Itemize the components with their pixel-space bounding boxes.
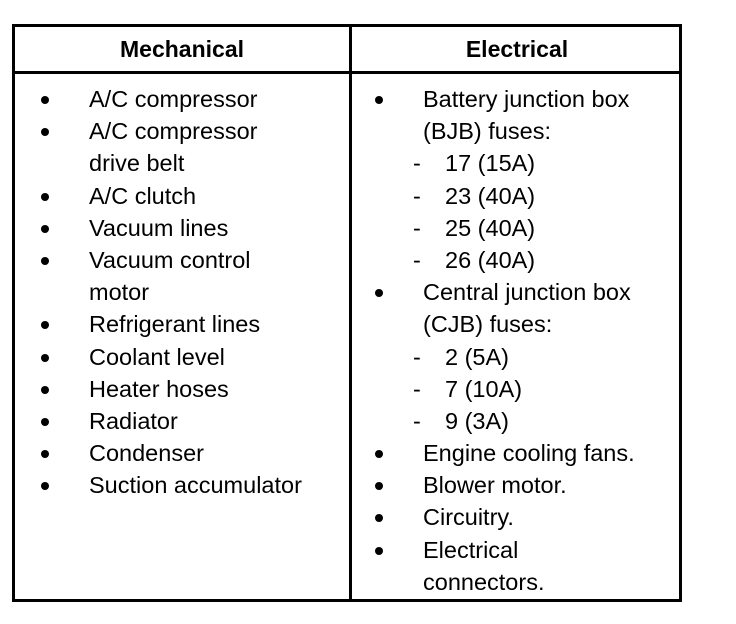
bullet-icon <box>41 128 49 136</box>
fuse-item-text: 23 (40A) <box>445 182 536 209</box>
list-item <box>27 147 345 179</box>
list-item <box>27 180 345 212</box>
list-item <box>361 147 679 179</box>
item-text: A/C clutch <box>89 182 197 209</box>
list-item <box>27 308 345 340</box>
item-text: Refrigerant lines <box>89 311 261 338</box>
list-item <box>361 437 679 469</box>
fuse-item-text: 26 (40A) <box>445 246 536 273</box>
dash-marker: - <box>413 375 421 402</box>
list-item <box>361 341 679 373</box>
bullet-icon <box>375 96 383 104</box>
list-item <box>27 437 345 469</box>
fuse-item-text: 7 (10A) <box>445 375 523 402</box>
item-text: Electrical <box>423 536 519 563</box>
item-text: A/C compressor <box>89 86 258 112</box>
bullet-icon <box>375 514 383 522</box>
diagnosis-table <box>12 24 682 602</box>
list-item <box>361 212 679 244</box>
list-item <box>27 244 345 276</box>
list-item <box>361 405 679 437</box>
dash-marker: - <box>413 343 421 370</box>
dash-marker: - <box>413 182 421 209</box>
item-text: A/C compressor <box>89 118 258 145</box>
bullet-icon <box>375 450 383 458</box>
item-text-continued: motor <box>89 279 150 306</box>
list-item <box>361 534 679 566</box>
bullet-icon <box>41 321 49 329</box>
list-item <box>361 566 679 598</box>
mechanical-list <box>27 83 345 501</box>
bullet-icon <box>41 386 49 394</box>
item-text: Coolant level <box>89 343 225 370</box>
item-text-continued: connectors. <box>423 568 545 595</box>
item-text-continued: (CJB) fuses: <box>423 311 553 338</box>
bullet-icon <box>41 96 49 104</box>
dash-marker: - <box>413 214 421 241</box>
list-item <box>361 276 679 308</box>
dash-marker: - <box>413 246 421 273</box>
bullet-icon <box>41 482 49 490</box>
electrical-list <box>361 83 679 598</box>
fuse-item-text: 2 (5A) <box>445 343 509 370</box>
list-item <box>27 276 345 308</box>
fuse-item-text: 17 (15A) <box>445 150 536 177</box>
list-item <box>27 83 345 115</box>
list-item <box>361 373 679 405</box>
bullet-icon <box>375 289 383 297</box>
dash-marker: - <box>413 150 421 177</box>
header-divider <box>15 71 679 74</box>
list-item <box>361 180 679 212</box>
list-item <box>27 373 345 405</box>
list-item <box>361 244 679 276</box>
list-item <box>27 405 345 437</box>
item-text: Suction accumulator <box>89 472 302 499</box>
fuse-item-text: 25 (40A) <box>445 214 536 241</box>
item-text: Vacuum control <box>89 246 251 273</box>
bullet-icon <box>41 225 49 233</box>
list-item <box>361 83 679 115</box>
item-text: Vacuum lines <box>89 214 229 241</box>
item-text: Condenser <box>89 440 204 467</box>
bullet-icon <box>41 193 49 201</box>
item-text: Battery junction box <box>423 86 630 112</box>
item-text: Blower motor. <box>423 472 567 499</box>
item-text: Radiator <box>89 407 178 434</box>
list-item <box>27 212 345 244</box>
bullet-icon <box>41 450 49 458</box>
column-divider <box>349 27 352 599</box>
list-item <box>27 469 345 501</box>
bullet-icon <box>375 482 383 490</box>
list-item <box>27 115 345 147</box>
item-text: Central junction box <box>423 279 631 306</box>
fuse-item-text: 9 (3A) <box>445 407 509 434</box>
list-item <box>361 501 679 533</box>
bullet-icon <box>41 418 49 426</box>
electrical-header: Electrical <box>465 35 569 62</box>
dash-marker: - <box>413 407 421 434</box>
bullet-icon <box>41 257 49 265</box>
bullet-icon <box>375 547 383 555</box>
bullet-icon <box>41 354 49 362</box>
item-text: Engine cooling fans. <box>423 440 635 467</box>
item-text: Circuitry. <box>423 504 514 531</box>
list-item <box>27 341 345 373</box>
list-item <box>361 469 679 501</box>
mechanical-header: Mechanical <box>120 35 244 62</box>
item-text: Heater hoses <box>89 375 229 402</box>
list-item <box>361 115 679 147</box>
list-item <box>361 308 679 340</box>
item-text-continued: drive belt <box>89 150 185 177</box>
item-text-continued: (BJB) fuses: <box>423 118 551 145</box>
